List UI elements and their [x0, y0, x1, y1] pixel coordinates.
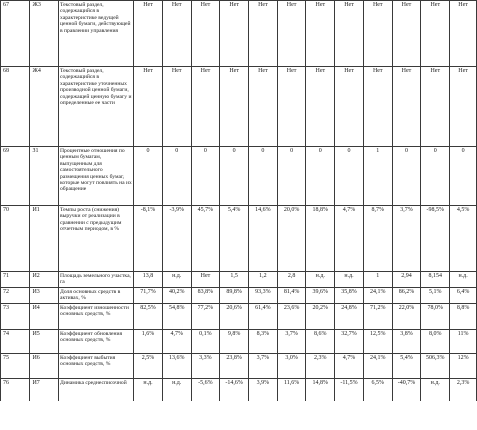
value-cell: 1,5 [220, 272, 249, 288]
value-cell: 24,1% [363, 287, 392, 303]
value-cell: 24,1% [363, 353, 392, 378]
value-cell: 3,0% [277, 353, 306, 378]
value-cell: 5,1% [421, 287, 450, 303]
value-cell: 8,154 [421, 272, 450, 288]
value-cell: 3,7% [392, 206, 421, 272]
value-cell: Нет [134, 1, 163, 67]
value-cell: Нет [335, 1, 364, 67]
value-cell: 0 [220, 147, 249, 206]
value-cell: Нет [220, 1, 249, 67]
value-cell: Нет [162, 1, 191, 67]
value-cell: 14,6% [249, 206, 278, 272]
row-number-cell: 67 [1, 1, 30, 67]
table-row [1, 287, 477, 303]
value-cell: Нет [450, 67, 477, 147]
value-cell: Нет [450, 1, 477, 67]
value-cell: 8,7% [363, 206, 392, 272]
value-cell: Нет [191, 1, 220, 67]
value-cell: 3,3% [191, 353, 220, 378]
value-cell: 20,0% [277, 206, 306, 272]
value-cell: н.д. [450, 272, 477, 288]
value-cell: -98,5% [421, 206, 450, 272]
value-cell: Нет [191, 67, 220, 147]
value-cell: 6,5% [363, 378, 392, 401]
value-cell: 24,8% [335, 303, 364, 329]
value-cell: 22,0% [392, 303, 421, 329]
value-cell: Нет [220, 67, 249, 147]
value-cell: 5,4% [220, 206, 249, 272]
value-cell: 0 [162, 147, 191, 206]
value-cell: 1,6% [134, 329, 163, 353]
table-row [1, 378, 477, 401]
table-row [1, 67, 477, 147]
value-cell: 0 [392, 147, 421, 206]
value-cell: 4,7% [335, 353, 364, 378]
value-cell: 35,8% [335, 287, 364, 303]
row-number-cell: 70 [1, 206, 30, 272]
value-cell: 12% [450, 353, 477, 378]
value-cell: Нет [134, 67, 163, 147]
indicator-description-cell: Текстовый раздел, содержащийся в характеристике уточненных производной ценной бумаги, содержащей ценную бумагу и определенные ее части [59, 67, 134, 147]
value-cell: 3,8% [392, 329, 421, 353]
indicator-description-cell: Динамика среднесписочной [59, 378, 134, 401]
value-cell: 14,8% [306, 378, 335, 401]
value-cell: Нет [363, 67, 392, 147]
indicator-code-cell: И3 [30, 287, 59, 303]
value-cell: Нет [249, 67, 278, 147]
value-cell: -40,7% [392, 378, 421, 401]
value-cell: 8,3% [249, 329, 278, 353]
row-number-cell: 71 [1, 272, 30, 288]
indicator-code-cell: Ж4 [30, 67, 59, 147]
table-row [1, 329, 477, 353]
value-cell: Нет [392, 1, 421, 67]
value-cell: -3,9% [162, 206, 191, 272]
value-cell: 82,5% [134, 303, 163, 329]
value-cell: 1 [363, 272, 392, 288]
value-cell: Нет [277, 1, 306, 67]
value-cell: 86,2% [392, 287, 421, 303]
value-cell: -8,1% [134, 206, 163, 272]
value-cell: Нет [421, 1, 450, 67]
row-number-cell: 76 [1, 378, 30, 401]
indicator-code-cell: И4 [30, 303, 59, 329]
value-cell: Нет [191, 272, 220, 288]
indicator-code-cell: И5 [30, 329, 59, 353]
table-row [1, 353, 477, 378]
row-number-cell: 73 [1, 303, 30, 329]
value-cell: 2,3% [450, 378, 477, 401]
indicator-description-cell: Доля основных средств в активах, % [59, 287, 134, 303]
value-cell: 3,7% [277, 329, 306, 353]
value-cell: 11% [450, 329, 477, 353]
value-cell: Нет [277, 67, 306, 147]
value-cell: 8,8% [450, 303, 477, 329]
value-cell: -14,6% [220, 378, 249, 401]
value-cell: 71,7% [134, 287, 163, 303]
value-cell: 0,1% [191, 329, 220, 353]
value-cell: Нет [392, 67, 421, 147]
value-cell: 23,8% [220, 353, 249, 378]
indicator-description-cell: Коэффициент выбытия основных средств, % [59, 353, 134, 378]
value-cell: 93,3% [249, 287, 278, 303]
value-cell: 2,8 [277, 272, 306, 288]
value-cell: 1,2 [249, 272, 278, 288]
value-cell: 54,8% [162, 303, 191, 329]
indicator-description-cell: Текстовый раздел, содержащийся в характеристике ведущей ценной бумаги, действующей в правлении управления [59, 1, 134, 67]
table-row [1, 272, 477, 288]
value-cell: 23,6% [277, 303, 306, 329]
value-cell: 8,0% [421, 329, 450, 353]
value-cell: 0 [249, 147, 278, 206]
value-cell: 40,2% [162, 287, 191, 303]
value-cell: 12,5% [363, 329, 392, 353]
indicator-description-cell: Коэффициент изношенности основных средств, % [59, 303, 134, 329]
value-cell: 6,4% [450, 287, 477, 303]
value-cell: 506,3% [421, 353, 450, 378]
value-cell: н.д. [162, 378, 191, 401]
table-row [1, 206, 477, 272]
indicator-description-cell: Процентные отношения по ценным бумагам, выпущенным для самостоятельного размещения ценных бумаг, которые могут повлиять на их обращение [59, 147, 134, 206]
value-cell: 78,0% [421, 303, 450, 329]
value-cell: 0 [335, 147, 364, 206]
value-cell: 0 [421, 147, 450, 206]
value-cell: 5,4% [392, 353, 421, 378]
value-cell: 2,94 [392, 272, 421, 288]
value-cell: 2,3% [306, 353, 335, 378]
row-number-cell: 74 [1, 329, 30, 353]
value-cell: 77,2% [191, 303, 220, 329]
value-cell: 8,6% [306, 329, 335, 353]
value-cell: 20,2% [306, 303, 335, 329]
value-cell: 1 [363, 147, 392, 206]
value-cell: 3,9% [249, 378, 278, 401]
table-row [1, 1, 477, 67]
value-cell: 3,7% [249, 353, 278, 378]
value-cell: н.д. [134, 378, 163, 401]
value-cell: 0 [191, 147, 220, 206]
value-cell: 4,7% [162, 329, 191, 353]
value-cell: 4,7% [335, 206, 364, 272]
value-cell: 11,6% [277, 378, 306, 401]
value-cell: 2,5% [134, 353, 163, 378]
value-cell: 81,4% [277, 287, 306, 303]
value-cell: 20,6% [220, 303, 249, 329]
value-cell: 71,2% [363, 303, 392, 329]
value-cell: 39,6% [306, 287, 335, 303]
value-cell: 0 [306, 147, 335, 206]
value-cell: 13,6% [162, 353, 191, 378]
value-cell: Нет [162, 67, 191, 147]
table-row [1, 147, 477, 206]
value-cell: 18,8% [306, 206, 335, 272]
value-cell: 0 [134, 147, 163, 206]
value-cell: н.д. [306, 272, 335, 288]
indicator-code-cell: З1 [30, 147, 59, 206]
indicator-code-cell: И1 [30, 206, 59, 272]
indicator-code-cell: И7 [30, 378, 59, 401]
value-cell: 45,7% [191, 206, 220, 272]
indicator-description-cell: Коэффициент обновления основных средств, % [59, 329, 134, 353]
value-cell: Нет [363, 1, 392, 67]
value-cell: 32,7% [335, 329, 364, 353]
value-cell: 9,8% [220, 329, 249, 353]
value-cell: Нет [249, 1, 278, 67]
indicator-description-cell: Темпы роста (снижения) выручки от реализации в сравнении с предыдущим отчетным периодом, в % [59, 206, 134, 272]
row-number-cell: 69 [1, 147, 30, 206]
value-cell: 4,5% [450, 206, 477, 272]
value-cell: 0 [277, 147, 306, 206]
indicator-description-cell: Площадь земельного участка, га [59, 272, 134, 288]
value-cell: 13,8 [134, 272, 163, 288]
value-cell: н.д. [162, 272, 191, 288]
row-number-cell: 68 [1, 67, 30, 147]
value-cell: Нет [306, 67, 335, 147]
value-cell: Нет [335, 67, 364, 147]
value-cell: н.д. [421, 378, 450, 401]
row-number-cell: 75 [1, 353, 30, 378]
table-row [1, 303, 477, 329]
indicator-code-cell: Ж3 [30, 1, 59, 67]
indicator-code-cell: И6 [30, 353, 59, 378]
value-cell: -11,5% [335, 378, 364, 401]
value-cell: 89,8% [220, 287, 249, 303]
value-cell: н.д. [335, 272, 364, 288]
row-number-cell: 72 [1, 287, 30, 303]
value-cell: 0 [450, 147, 477, 206]
value-cell: 61,4% [249, 303, 278, 329]
value-cell: 83,8% [191, 287, 220, 303]
value-cell: Нет [306, 1, 335, 67]
indicator-code-cell: И2 [30, 272, 59, 288]
value-cell: Нет [421, 67, 450, 147]
value-cell: -5,6% [191, 378, 220, 401]
